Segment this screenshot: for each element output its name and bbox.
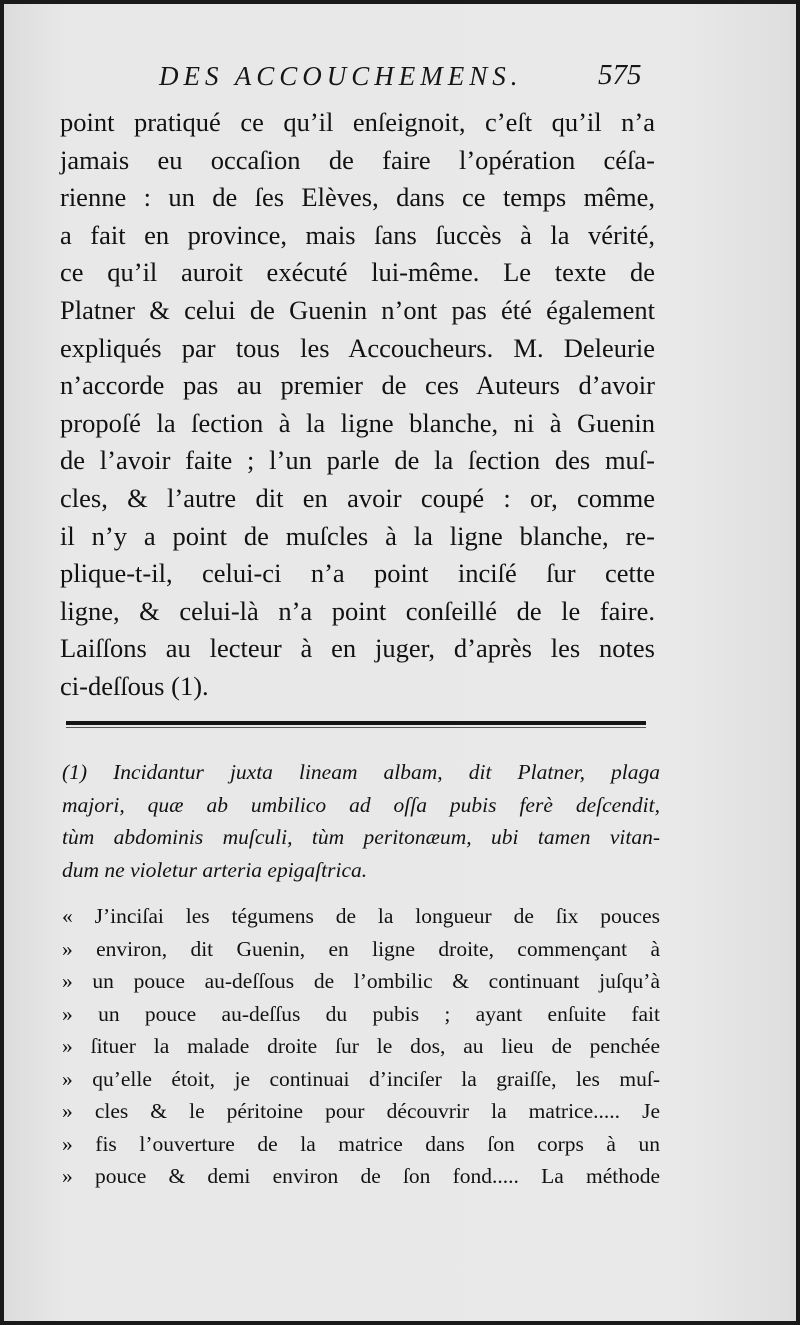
text-line: ligne, & celui-là n’a point conſeillé de le faire. — [60, 595, 655, 626]
text-line: point pratiqué ce qu’il enſeignoit, c’eſt qu’il n’a — [60, 107, 655, 137]
footnote-line: » pouce & demi environ de ſon fond..... La méthode — [62, 1164, 660, 1188]
footnote-line: » un pouce au-deſſous de l’ombilic & continuant juſqu’à — [62, 969, 660, 993]
page-number: 575 — [598, 59, 642, 91]
text-line: n’accorde pas au premier de ces Auteurs d’avoir — [60, 370, 655, 401]
footnote-line: dum ne violetur arteria epigaſtrica. — [62, 857, 368, 882]
footnote-line: » qu’elle étoit, je continuai d’inciſer la graiſſe, les muſ- — [62, 1066, 660, 1091]
text-line: propoſé la ſection à la ligne blanche, ni à Guenin — [60, 407, 655, 438]
text-line: plique-t-il, celui-ci n’a point inciſé ſur cette — [60, 558, 655, 589]
footnote-line: (1) Incidantur juxta lineam albam, dit Platner, plaga — [62, 760, 660, 784]
text-line: rienne : un de ſes Elèves, dans ce temps même, — [60, 182, 655, 213]
text-line: a fait en province, mais ſans ſuccès à la vérité, — [60, 219, 655, 250]
footnote-line: majori, quæ ab umbilico ad oſſa pubis ferè deſcendit, — [62, 792, 660, 817]
text-line: cles, & l’autre dit en avoir coupé : or, comme — [60, 482, 655, 513]
footnote-line: tùm abdominis muſculi, tùm peritonæum, ubi tamen vitan- — [62, 825, 660, 849]
book-page — [4, 4, 796, 1321]
footnotes — [62, 756, 660, 1193]
running-head: DES ACCOUCHEMENS. — [159, 61, 523, 91]
page-header — [4, 59, 796, 99]
text-line: ce qu’il auroit exécuté lui-même. Le texte de — [60, 257, 655, 288]
footnote-line: » environ, dit Guenin, en ligne droite, commençant à — [62, 936, 660, 961]
text-line: Laiſſons au lecteur à en juger, d’après les notes — [60, 633, 655, 664]
text-line: jamais eu occaſion de faire l’opération céſa- — [60, 144, 655, 175]
footnote-gap — [62, 886, 660, 900]
text-line: de l’avoir faite ; l’un parle de la ſection des muſ- — [60, 445, 655, 476]
text-line: il n’y a point de muſcles à la ligne blanche, re- — [60, 520, 655, 551]
footnote-line: » ſituer la malade droite ſur le dos, au lieu de penchée — [62, 1034, 660, 1058]
main-text — [60, 104, 655, 706]
footnote-line: » cles & le péritoine pour découvrir la matrice..... Je — [62, 1099, 660, 1123]
footnote-separator-hairline — [66, 727, 646, 728]
text-line: Platner & celui de Guenin n’ont pas été également — [60, 294, 655, 325]
text-line: ci-deſſous (1). — [60, 670, 209, 701]
footnote-separator-rule — [66, 721, 646, 725]
footnote-line: » un pouce au-deſſus du pubis ; ayant enſuite fait — [62, 1001, 660, 1026]
footnote-line: » fis l’ouverture de la matrice dans ſon corps à un — [62, 1131, 660, 1156]
text-line: expliqués par tous les Accoucheurs. M. Deleurie — [60, 332, 655, 363]
footnote-line: « J’inciſai les tégumens de la longueur de ſix pouces — [62, 904, 660, 928]
